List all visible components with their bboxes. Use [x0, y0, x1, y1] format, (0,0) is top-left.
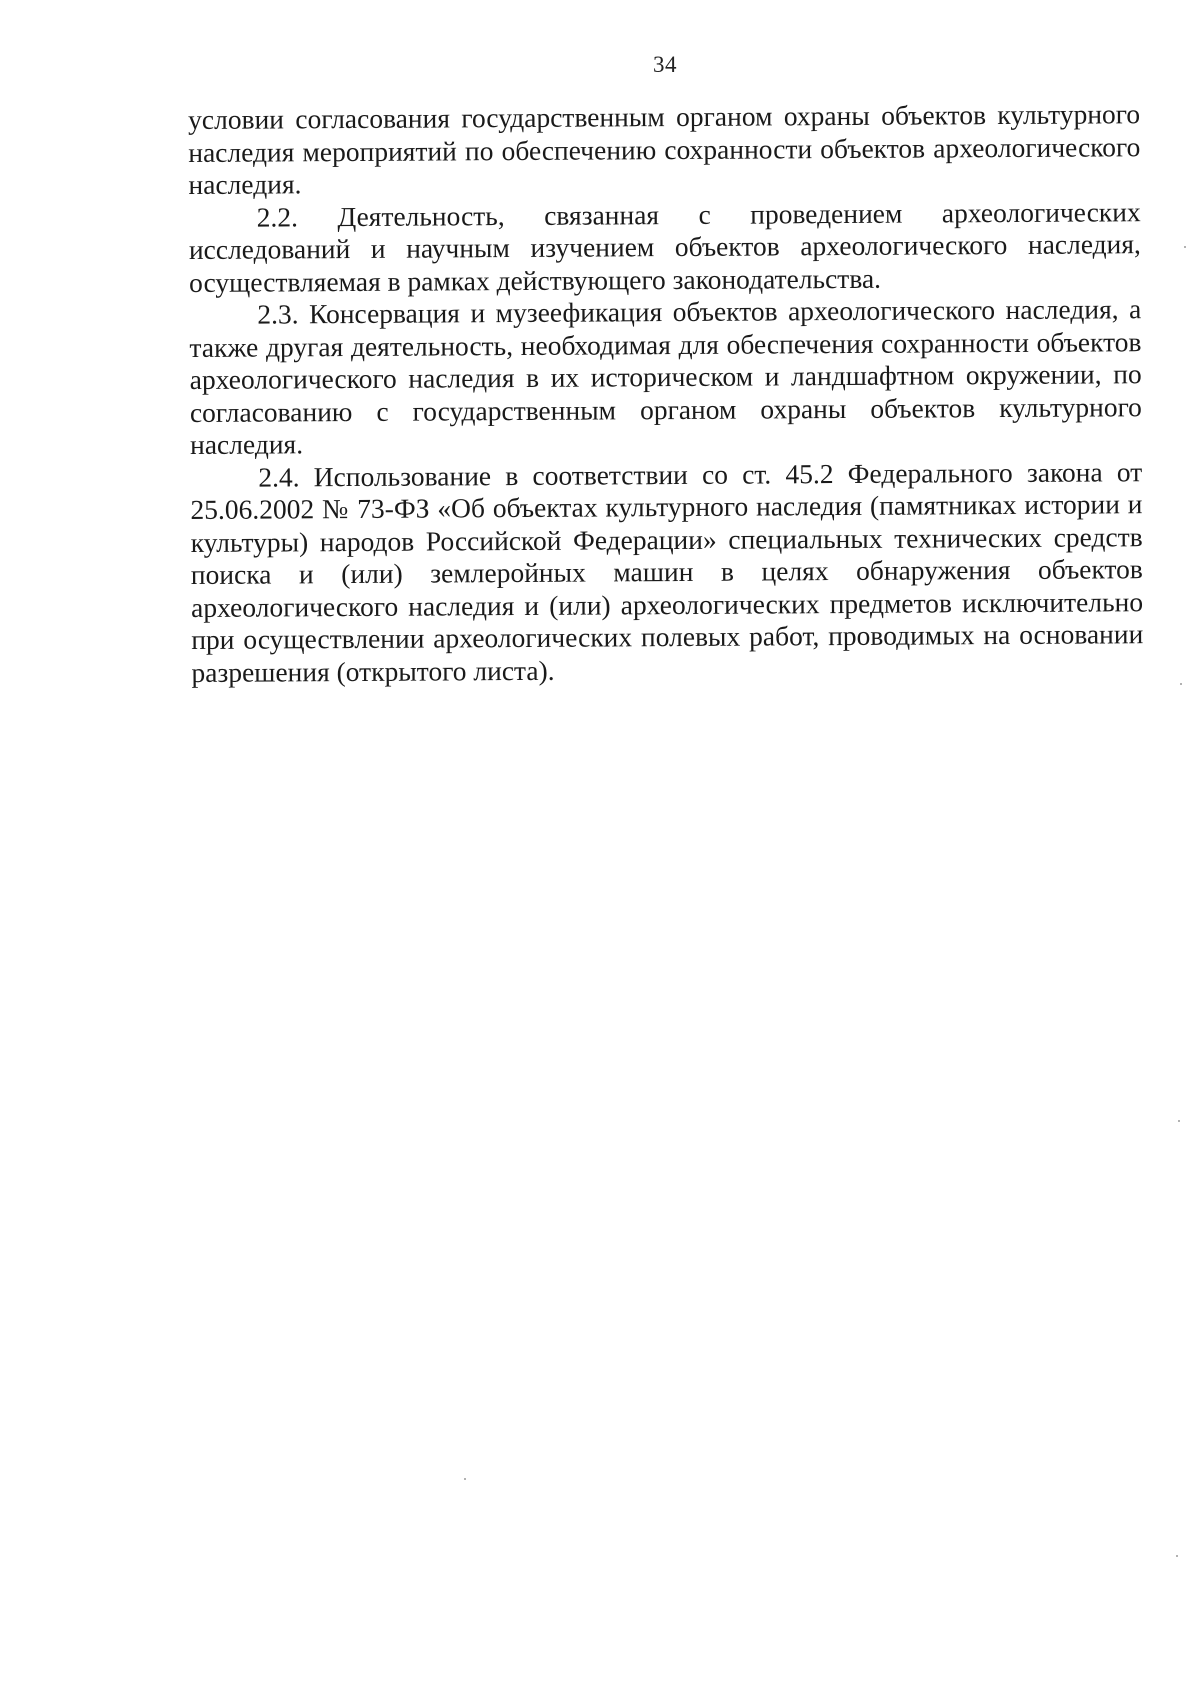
paragraph-continuation: условии согласования государственным органом охраны объектов культурного наследия мероприятий по обеспечению сохранности объектов археологического наследия. — [188, 98, 1141, 200]
paragraph-2-2: 2.2. Деятельность, связанная с проведением археологических исследований и научным изучением объектов археологического наследия, осуществляемая в рамках действующего законодательства. — [188, 195, 1141, 298]
scan-speck — [1176, 1555, 1178, 1557]
paragraph-2-4: 2.4. Использование в соответствии со ст. 45.2 Федерального закона от 25.06.2002 № 73-ФЗ «Об объектах культурного наследия (памятниках истории и культуры) народов Российской Федерации» специальных технических средств поиска и (или) землеройных машин в целях обнаружения объектов археологического наследия и (или) археологических предметов исключительно при осуществлении археологических полевых работ, проводимых на основании разрешения (открытого листа). — [190, 455, 1144, 688]
paragraph-2-3: 2.3. Консервация и музеефикация объектов археологического наследия, а также другая деятельность, необходимая для обеспечения сохранности объектов археологического наследия в их историческом и ландшафтном окружении, по согласованию с государственным органом охраны объектов культурного наследия. — [189, 293, 1142, 460]
scan-speck — [1180, 683, 1182, 685]
scan-speck — [464, 1478, 466, 1480]
body-text — [188, 98, 1144, 689]
scan-speck — [1184, 246, 1186, 248]
scan-speck — [1178, 1120, 1180, 1122]
page-number: 34 — [653, 52, 677, 77]
